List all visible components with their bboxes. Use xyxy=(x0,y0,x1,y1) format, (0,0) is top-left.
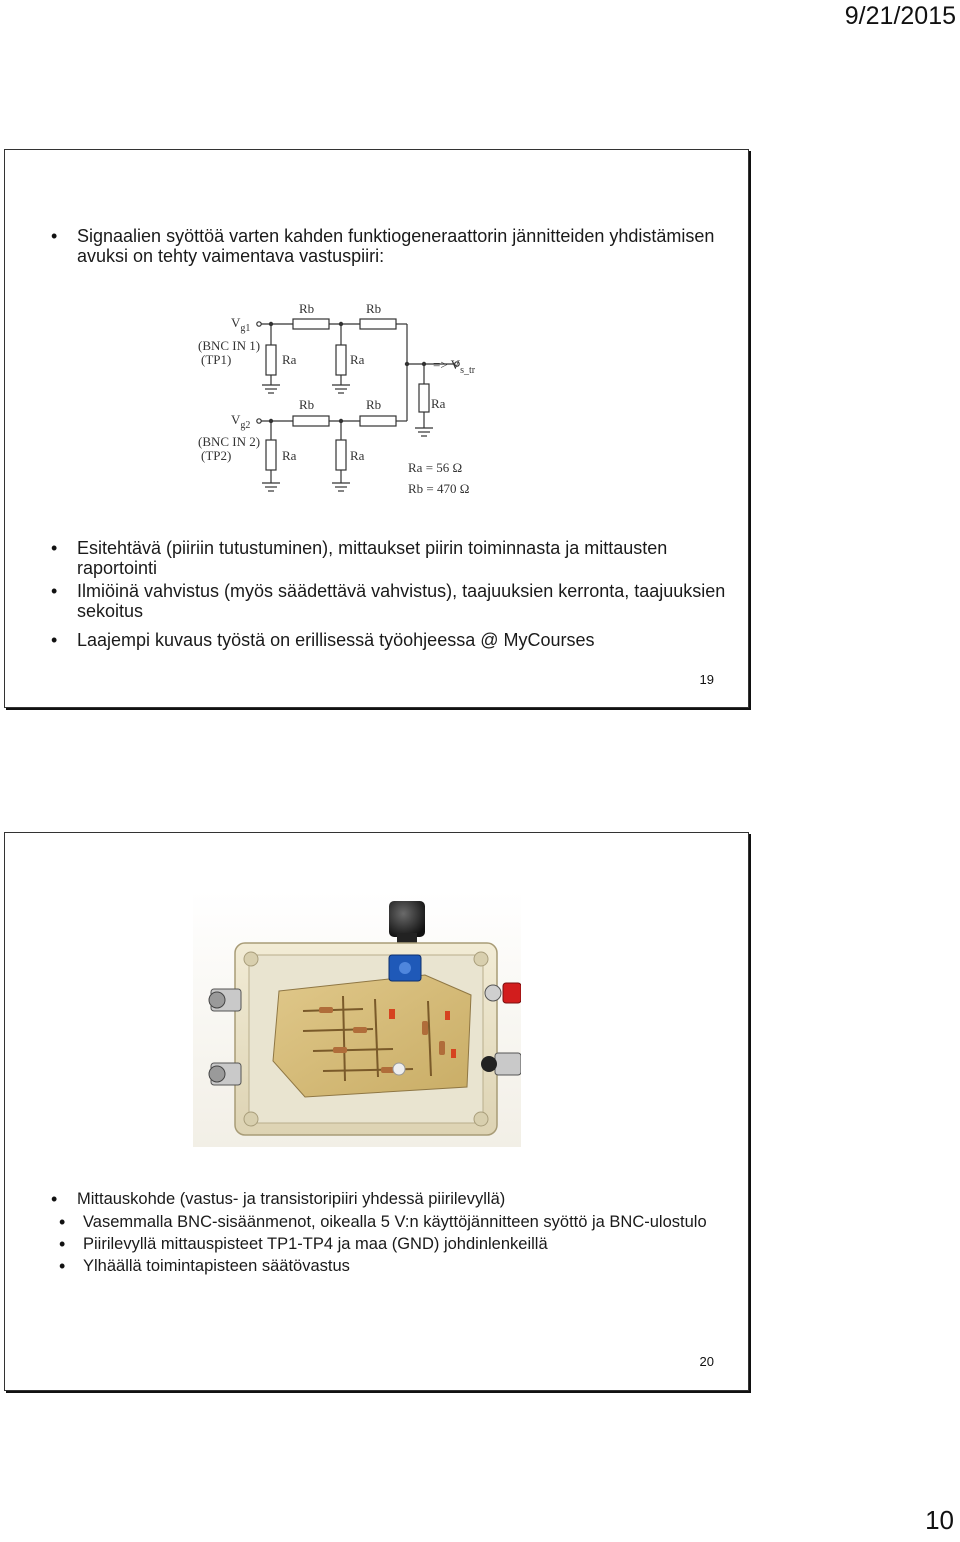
bnc-in-2-label: (BNC IN 2) xyxy=(198,434,261,449)
rb-label-2: Rb xyxy=(366,301,382,316)
rb-label-1: Rb xyxy=(299,301,315,316)
ra-label-2: Ra xyxy=(350,352,365,367)
ra-label-out: Ra xyxy=(431,396,446,411)
ra-value: Ra = 56 Ω xyxy=(408,460,463,475)
output-label: => $V_{s\_tr}$ xyxy=(433,357,476,376)
bullet-item: • Laajempi kuvaus työstä on erillisessä työohjeessa @ MyCourses xyxy=(51,630,731,650)
circuit-board-photo xyxy=(193,891,521,1147)
vg1-label: $V_{g1}$ xyxy=(231,315,251,334)
sub-bullets xyxy=(51,1213,741,1276)
bullet-item: • Esitehtävä (piiriin tutustuminen), mittaukset piirin toiminnasta ja mittausten raportointi xyxy=(51,538,731,578)
sub-bullet: • Piirilevyllä mittauspisteet TP1-TP4 ja maa (GND) johdinlenkeillä xyxy=(59,1235,741,1254)
vg2-label: $V_{g2}$ xyxy=(231,412,251,431)
intro-bullet: • Signaalien syöttöä varten kahden funktiogeneraattorin jännitteiden yhdistämisen avuksi on tehty vaimentava vastuspiiri: xyxy=(51,226,731,266)
rb-label-4: Rb xyxy=(366,397,382,412)
ra-label-1: Ra xyxy=(282,352,297,367)
ra-label-3: Ra xyxy=(282,448,297,463)
sub-bullet: • Vasemmalla BNC-sisäänmenot, oikealla 5 V:n käyttöjännitteen syöttö ja BNC-ulostulo xyxy=(59,1213,741,1232)
tp2-label: (TP2) xyxy=(201,448,232,463)
page-number: 10 xyxy=(925,1505,954,1535)
rb-label-3: Rb xyxy=(299,397,315,412)
bnc-in-1-label: (BNC IN 1) xyxy=(198,338,261,353)
slide-number: 19 xyxy=(699,672,714,687)
slide-20-bullets xyxy=(51,1190,741,1276)
sub-bullet: • Ylhäällä toimintapisteen säätövastus xyxy=(59,1257,741,1276)
slide-20 xyxy=(4,832,749,1391)
header-date: 9/21/2015 xyxy=(844,2,956,30)
tp1-label: (TP1) xyxy=(201,352,232,367)
bullet-item: • Ilmiöinä vahvistus (myös säädettävä vahvistus), taajuuksien kerronta, taajuuksien sekoitus xyxy=(51,581,731,621)
slide-19-bullets xyxy=(51,538,731,650)
rb-value: Rb = 470 Ω xyxy=(408,481,470,496)
slide-19 xyxy=(4,149,749,708)
main-bullet-text: Mittauskohde (vastus- ja transistoripiiri yhdessä piirilevyllä) xyxy=(77,1190,506,1208)
ra-label-4: Ra xyxy=(350,448,365,463)
slide-number: 20 xyxy=(699,1354,714,1369)
main-bullet xyxy=(51,1190,741,1276)
resistor-network-diagram xyxy=(5,150,748,520)
